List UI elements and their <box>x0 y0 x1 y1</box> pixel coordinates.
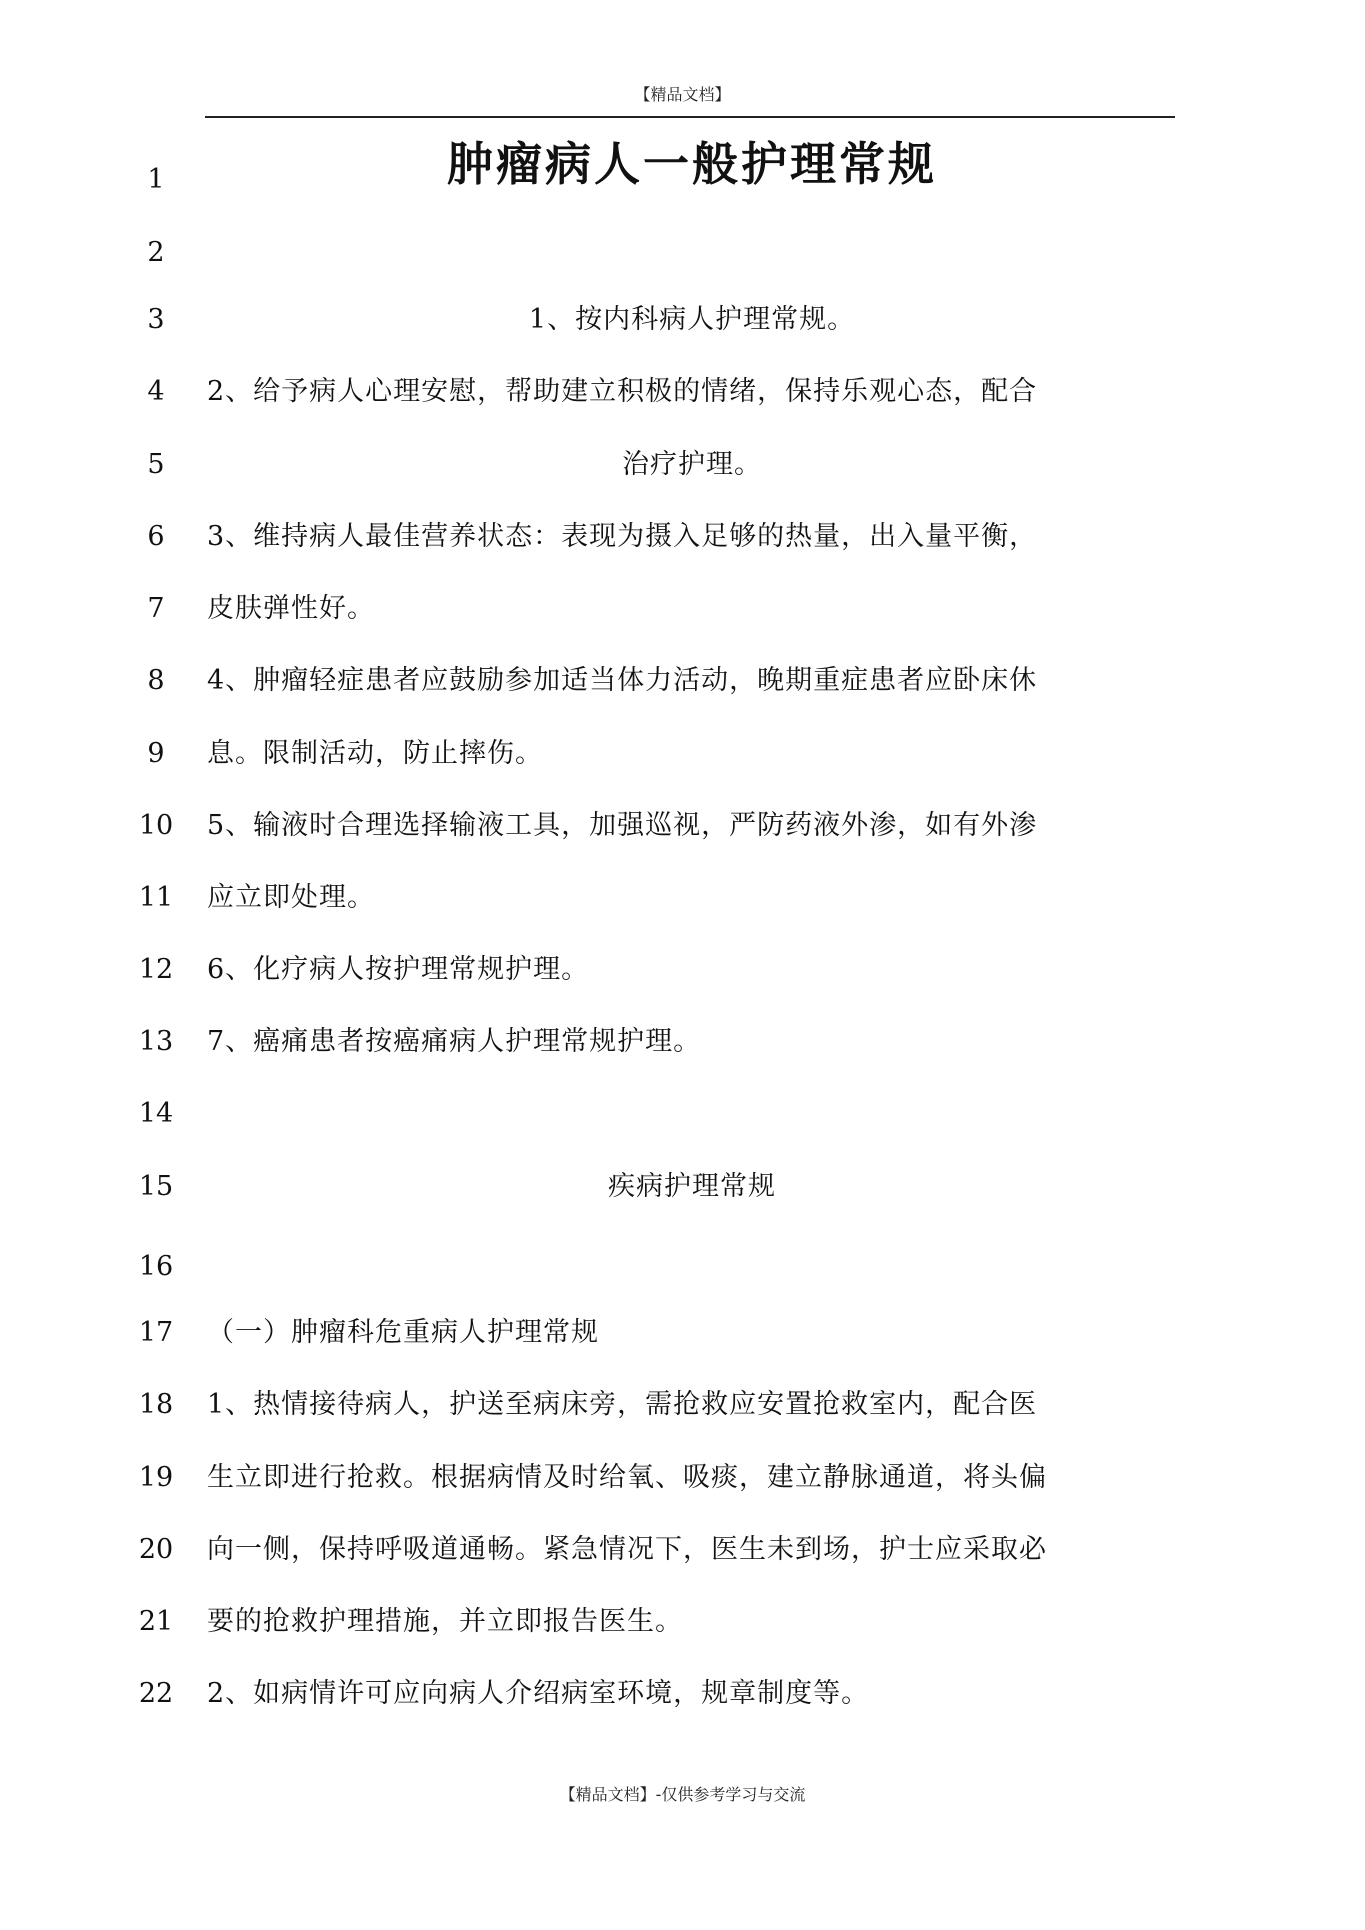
header-rule <box>205 116 1175 118</box>
line-text: 皮肤弹性好。 <box>207 593 375 624</box>
line-number: 14 <box>138 1098 174 1129</box>
line-text: 治疗护理。 <box>622 449 762 480</box>
doc-line <box>0 802 1365 850</box>
line-number: 10 <box>138 810 174 841</box>
doc-line <box>0 229 1365 277</box>
page-footer: 【精品文档】-仅供参考学习与交流 <box>559 1785 806 1804</box>
doc-line <box>0 1598 1365 1646</box>
line-text: 6、化疗病人按护理常规护理。 <box>207 954 590 985</box>
line-number: 19 <box>138 1462 174 1493</box>
doc-line <box>0 513 1365 561</box>
line-text: 向一侧，保持呼吸道通畅。紧急情况下，医生未到场，护士应采取必 <box>207 1534 1047 1565</box>
section-heading: 疾病护理常规 <box>608 1171 776 1202</box>
line-text: 3、维持病人最佳营养状态：表现为摄入足够的热量，出入量平衡， <box>207 521 1038 552</box>
doc-line <box>0 1670 1365 1718</box>
doc-line <box>0 368 1365 416</box>
line-number: 12 <box>138 954 174 985</box>
line-number: 20 <box>138 1534 174 1565</box>
doc-line <box>0 1090 1365 1138</box>
line-number: 4 <box>147 376 165 407</box>
line-number: 21 <box>138 1606 174 1637</box>
line-number: 22 <box>138 1678 174 1709</box>
line-text: 1、热情接待病人，护送至病床旁，需抢救应安置抢救室内，配合医 <box>207 1389 1038 1420</box>
line-text: 要的抢救护理措施，并立即报告医生。 <box>207 1606 683 1637</box>
subsection-heading: （一）肿瘤科危重病人护理常规 <box>207 1317 599 1348</box>
line-text: 息。限制活动，防止摔伤。 <box>207 738 543 769</box>
doc-line <box>0 730 1365 778</box>
line-number: 16 <box>138 1251 174 1282</box>
doc-line <box>0 296 1365 344</box>
line-number: 1 <box>147 164 165 195</box>
line-text: 5、输液时合理选择输液工具，加强巡视，严防药液外渗，如有外渗 <box>207 810 1038 841</box>
line-number: 11 <box>138 882 174 913</box>
doc-line <box>0 874 1365 922</box>
line-text: 7、癌痛患者按癌痛病人护理常规护理。 <box>207 1026 702 1057</box>
line-number: 2 <box>147 237 165 268</box>
line-number: 3 <box>147 304 165 335</box>
line-text: 应立即处理。 <box>207 882 375 913</box>
line-text: 4、肿瘤轻症患者应鼓励参加适当体力活动，晚期重症患者应卧床休 <box>207 665 1038 696</box>
line-number: 15 <box>138 1171 174 1202</box>
doc-line <box>0 441 1365 489</box>
doc-line <box>0 137 1365 204</box>
line-number: 7 <box>147 593 165 624</box>
doc-line <box>0 1243 1365 1291</box>
doc-line <box>0 1309 1365 1357</box>
line-text: 2、如病情许可应向病人介绍病室环境，规章制度等。 <box>207 1678 870 1709</box>
doc-line <box>0 1526 1365 1574</box>
doc-line <box>0 585 1365 633</box>
page-header: 【精品文档】 <box>634 85 731 104</box>
doc-line <box>0 946 1365 994</box>
line-number: 9 <box>147 738 165 769</box>
line-text: 1、按内科病人护理常规。 <box>528 304 856 335</box>
document-title: 肿瘤病人一般护理常规 <box>447 137 937 191</box>
line-number: 6 <box>147 521 165 552</box>
line-number: 13 <box>138 1026 174 1057</box>
line-number: 5 <box>147 449 165 480</box>
doc-line <box>0 657 1365 705</box>
doc-line <box>0 1163 1365 1211</box>
line-text: 2、给予病人心理安慰，帮助建立积极的情绪，保持乐观心态，配合 <box>207 376 1038 407</box>
line-text: 生立即进行抢救。根据病情及时给氧、吸痰，建立静脉通道，将头偏 <box>207 1462 1047 1493</box>
doc-line <box>0 1381 1365 1429</box>
line-number: 8 <box>147 665 165 696</box>
doc-line <box>0 1454 1365 1502</box>
line-number: 18 <box>138 1389 174 1420</box>
doc-line <box>0 1018 1365 1066</box>
line-number: 17 <box>138 1317 174 1348</box>
